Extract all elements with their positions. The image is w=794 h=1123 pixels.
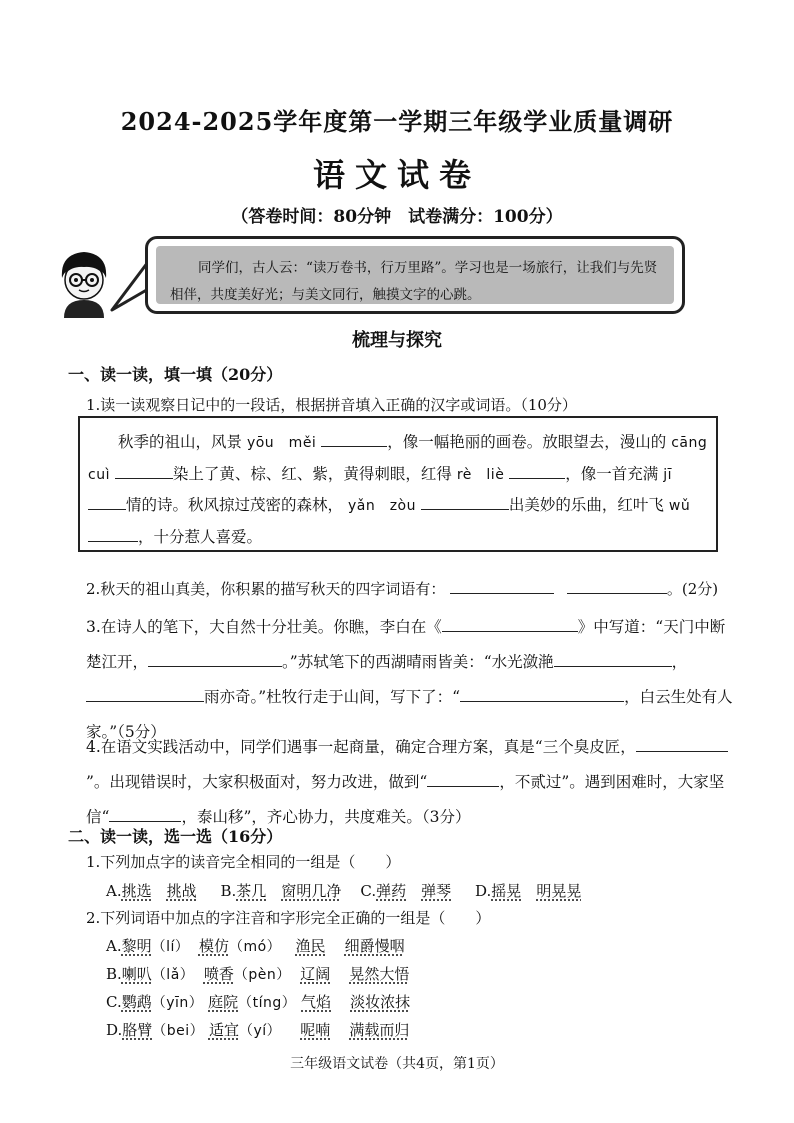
diary-passage: 秋季的祖山，风景 yōu měi ，像一幅艳丽的画卷。放眼望去，漫山的 cāng cuì 染上了黄、棕、红、紫，黄得刺眼，红得 rè liè ，像一首充满 jī 情的诗。秋风掠过茂密的森林， yǎn zòu 出美妙的乐曲，红叶飞 wǔ ，十分惹人喜爱。 — [88, 427, 708, 552]
exam-time-info: （答卷时间：80分钟 试卷满分：100分） — [231, 207, 563, 227]
option-d[interactable]: D.摇晃 明晃晃 — [475, 882, 582, 900]
part2-q1-options — [106, 880, 581, 901]
answer-blank[interactable] — [427, 770, 499, 787]
part2-q2-stem: 2.下列词语中加点的字注音和字形完全正确的一组是（ ） — [86, 909, 491, 927]
pinyin-hint: rè liè — [456, 466, 505, 483]
answer-blank[interactable] — [460, 685, 624, 702]
student-avatar-icon — [56, 248, 112, 318]
section-title: 梳理与探究 — [352, 330, 442, 351]
option-row-a[interactable]: A.黎明（lí） 模仿（mó） 渔民 细爵慢咽 — [106, 937, 405, 955]
answer-blank[interactable] — [509, 462, 565, 479]
exam-subtitle: 语文试卷 — [312, 156, 481, 194]
pinyin-hint: cāng cuì — [88, 435, 722, 483]
answer-blank[interactable] — [567, 577, 667, 594]
answer-blank[interactable] — [88, 525, 138, 542]
answer-blank[interactable] — [321, 430, 387, 447]
option-row-d[interactable]: D.胳臂（bei） 适宜（yí） 呢喃 满载而归 — [106, 1021, 410, 1039]
answer-blank[interactable] — [450, 577, 554, 594]
pinyin-hint: yǎn zòu — [347, 498, 416, 514]
option-row-c[interactable]: C.鹦鹉（yīn） 庭院（tíng） 气焰 淡妆浓抹 — [106, 993, 411, 1011]
part1-q4: 4.在语文实践活动中，同学们遇事一起商量，确定合理方案，真是“三个臭皮匠，”。出现错误时，大家积极面对，努力改进，做到“ ，不贰过”。遇到困难时，大家坚信“ ，泰山移”，齐心协力，共度难关。（3分） — [86, 730, 736, 835]
option-b[interactable]: B.茶几 窗明几净 — [220, 882, 342, 900]
answer-blank[interactable] — [109, 805, 181, 822]
answer-blank[interactable] — [86, 685, 204, 702]
pinyin-hint: wǔ — [668, 498, 691, 514]
part2-heading: 二、读一读，选一选（16分） — [68, 827, 283, 846]
option-a[interactable]: A.挑选 挑战 — [106, 882, 197, 900]
option-row-b[interactable]: B.喇叭（lǎ） 喷香（pèn） 辽阔 晃然大悟 — [106, 965, 410, 983]
part1-heading: 一、读一读，填一填（20分） — [68, 365, 283, 384]
part1-q3: 3.在诗人的笔下，大自然十分壮美。你瞧，李白在《 》中写道：“天门中断楚江开， 。”苏轼笔下的西湖晴雨皆美：“水光潋滟 ，雨亦奇。”杜牧行走于山间，写下了：“ ，白云生处有人家。”（5分） — [86, 610, 736, 750]
answer-blank[interactable] — [88, 493, 126, 510]
exam-title: 2024-2025学年度第一学期三年级学业质量调研 — [120, 107, 674, 136]
diary-passage-box — [78, 416, 722, 552]
pinyin-hint: jī — [663, 466, 672, 483]
part1-q1-stem: 1.读一读观察日记中的一段话，根据拼音填入正确的汉字或词语。（10分） — [86, 396, 577, 414]
option-c[interactable]: C.弹药 弹琴 — [360, 882, 452, 900]
speech-bubble — [145, 236, 685, 314]
intro-text: 同学们，古人云：“读万卷书，行万里路”。学习也是一场旅行，让我们与先贤相伴，共度美好光；与美文同行，触摸文字的心跳。 — [156, 246, 674, 304]
answer-blank[interactable] — [442, 615, 578, 632]
part2-q1-stem: 1.下列加点字的读音完全相同的一组是（ ） — [86, 853, 401, 871]
part1-q2: 2.秋天的祖山真美，你积累的描写秋天的四字词语有： 。(2分) — [86, 577, 718, 599]
answer-blank[interactable] — [636, 735, 728, 752]
pinyin-hint: yōu měi — [246, 435, 317, 451]
answer-blank[interactable] — [115, 462, 173, 479]
page-footer: 三年级语文试卷（共4页，第1页） — [290, 1056, 504, 1072]
answer-blank[interactable] — [421, 493, 509, 510]
answer-blank[interactable] — [554, 650, 672, 667]
answer-blank[interactable] — [148, 650, 282, 667]
